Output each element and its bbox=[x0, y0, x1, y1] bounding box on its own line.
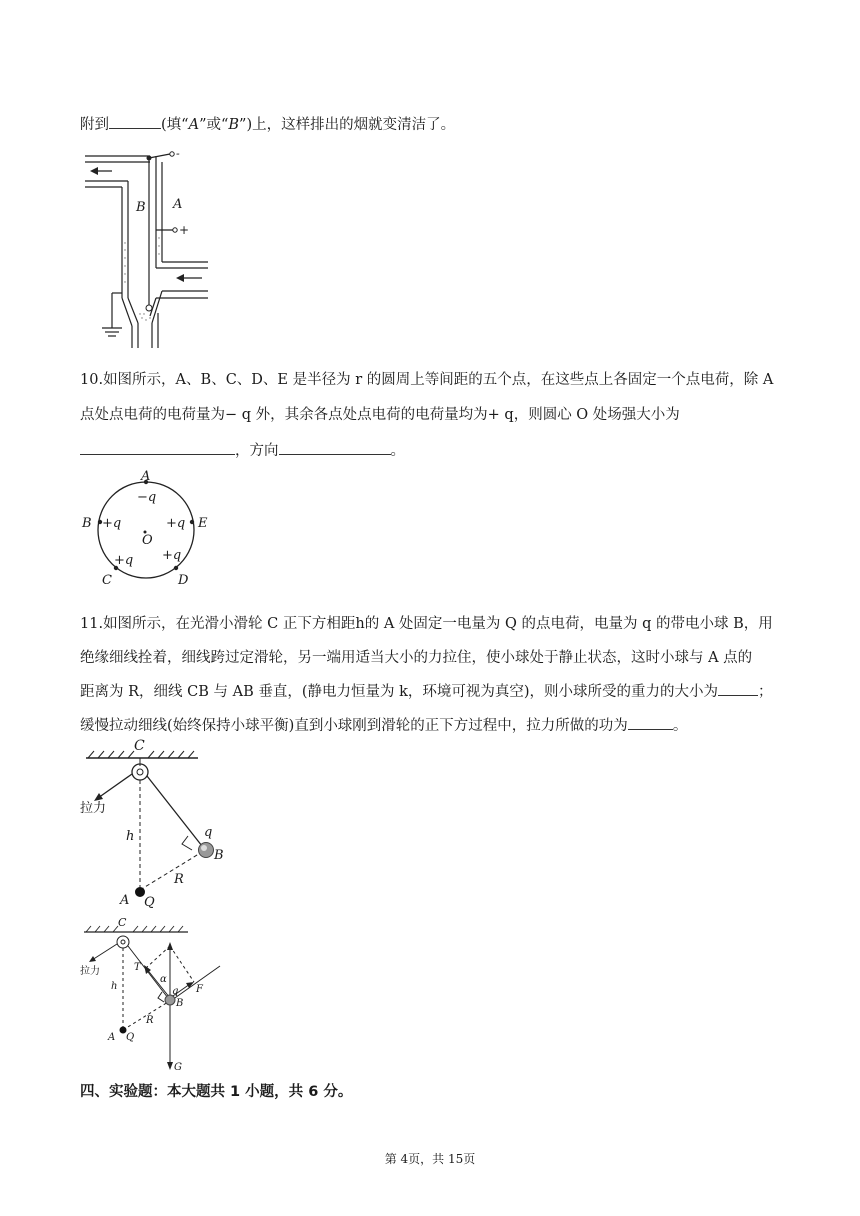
q10-line-3 bbox=[80, 440, 405, 461]
angle-alpha-label: α bbox=[160, 974, 167, 985]
charge-c-label: +q bbox=[114, 553, 134, 568]
height-h-label: h bbox=[111, 981, 118, 992]
five-charges-figure bbox=[80, 469, 220, 590]
distance-r-label: R bbox=[174, 872, 184, 887]
q10-line-1 bbox=[80, 370, 773, 390]
q10-blank-direction[interactable] bbox=[279, 440, 391, 455]
q11-number: 11. bbox=[80, 616, 104, 632]
q9-blank[interactable] bbox=[109, 114, 161, 129]
ball-b-label: B bbox=[176, 998, 184, 1009]
point-a-label: A bbox=[120, 893, 130, 908]
section-heading: 四、实验题：本大题共 1 小题，共 6 分。 bbox=[80, 1084, 353, 1100]
force-f-label: F bbox=[196, 984, 203, 995]
charge-q-label: q bbox=[204, 825, 213, 840]
q9-option-b: B bbox=[228, 117, 240, 133]
q11-text-4: 缓慢拉动细线(始终保持小球平衡)直到小球刚到滑轮的正下方过程中，拉力所做的功为 bbox=[80, 718, 628, 734]
tension-t-label: T bbox=[134, 962, 141, 973]
charge-big-q-label: Q bbox=[126, 1032, 135, 1043]
q11-text-3: 距离为 R，细线 CB 与 AB 垂直，(静电力恒量为 k，环境可视为真空)，则小球所受的重力的大小为 bbox=[80, 684, 719, 700]
gravity-g-label: G bbox=[174, 1062, 182, 1073]
minus-terminal-label: - bbox=[176, 147, 180, 160]
q11-line-3 bbox=[80, 681, 773, 702]
q11-blank-gravity[interactable] bbox=[718, 681, 758, 696]
charge-a-label: −q bbox=[137, 490, 157, 505]
center-o-label: O bbox=[142, 533, 153, 548]
q10-blank-magnitude[interactable] bbox=[80, 440, 235, 455]
q10-number: 10. bbox=[80, 372, 104, 388]
distance-r-label: R bbox=[146, 1015, 154, 1026]
charge-q-label: q bbox=[172, 986, 179, 997]
q11-text-2: 绝缘细线拴着，细线跨过定滑轮，另一端用适当大小的力拉住，使小球处于静止状态，这时小球与 A 点的 bbox=[80, 650, 753, 666]
plus-terminal-label: + bbox=[179, 223, 190, 237]
point-e-label: E bbox=[198, 516, 208, 531]
q10-line-2 bbox=[80, 405, 680, 425]
force-diagram bbox=[78, 916, 238, 1076]
plate-a-label: A bbox=[173, 197, 183, 212]
page-footer: 第 4页，共 15页 bbox=[384, 1152, 476, 1166]
q9-text-b: (填“ bbox=[161, 117, 189, 133]
precipitator-figure bbox=[80, 148, 220, 353]
q10-text-3-end: 。 bbox=[390, 443, 405, 459]
q11-text-3-end: ； bbox=[758, 684, 773, 700]
charge-d-label: +q bbox=[162, 548, 182, 563]
point-b-label: B bbox=[82, 516, 92, 531]
q9-option-a: A bbox=[188, 117, 200, 133]
charge-b-label: +q bbox=[102, 516, 122, 531]
q11-line-2 bbox=[80, 648, 752, 668]
q9-line bbox=[80, 114, 455, 135]
pulley-c-label: C bbox=[134, 738, 145, 754]
pulley-c-label: C bbox=[118, 916, 127, 929]
point-c-label: C bbox=[102, 573, 112, 588]
pull-force-label: 拉力 bbox=[80, 801, 107, 816]
charge-big-q-label: Q bbox=[144, 895, 155, 910]
q9-text-d: ”)上，这样排出的烟就变清洁了。 bbox=[239, 117, 456, 133]
wire-b-label: B bbox=[136, 200, 146, 215]
point-a-label: A bbox=[108, 1032, 116, 1043]
q10-text-1: 如图所示，A、B、C、D、E 是半径为 r 的圆周上等间距的五个点，在这些点上各固定一个点电荷，除 A bbox=[103, 372, 774, 388]
height-h-label: h bbox=[126, 829, 135, 844]
point-a-label: A bbox=[141, 469, 151, 484]
q11-line-4 bbox=[80, 715, 687, 736]
pull-force-label: 拉力 bbox=[80, 966, 100, 977]
q11-text-1: 如图所示，在光滑小滑轮 C 正下方相距h的 A 处固定一电量为 Q 的点电荷，电量为 q 的带电小球 B，用 bbox=[103, 616, 773, 632]
q11-text-4-end: 。 bbox=[672, 718, 688, 734]
q11-line-1 bbox=[80, 614, 773, 634]
charge-e-label: +q bbox=[166, 516, 186, 531]
q9-text-c: ”或“ bbox=[199, 117, 229, 133]
ball-b-label: B bbox=[214, 848, 224, 863]
point-d-label: D bbox=[178, 573, 189, 588]
q9-text-a: 附到 bbox=[80, 117, 109, 133]
q10-text-3: ，方向 bbox=[235, 443, 279, 459]
q11-blank-work[interactable] bbox=[628, 715, 673, 730]
pulley-figure bbox=[78, 740, 228, 910]
q10-text-2: 点处点电荷的电荷量为− q 外，其余各点处点电荷的电荷量均为+ q，则圆心 O 处场强大小为 bbox=[80, 407, 680, 423]
